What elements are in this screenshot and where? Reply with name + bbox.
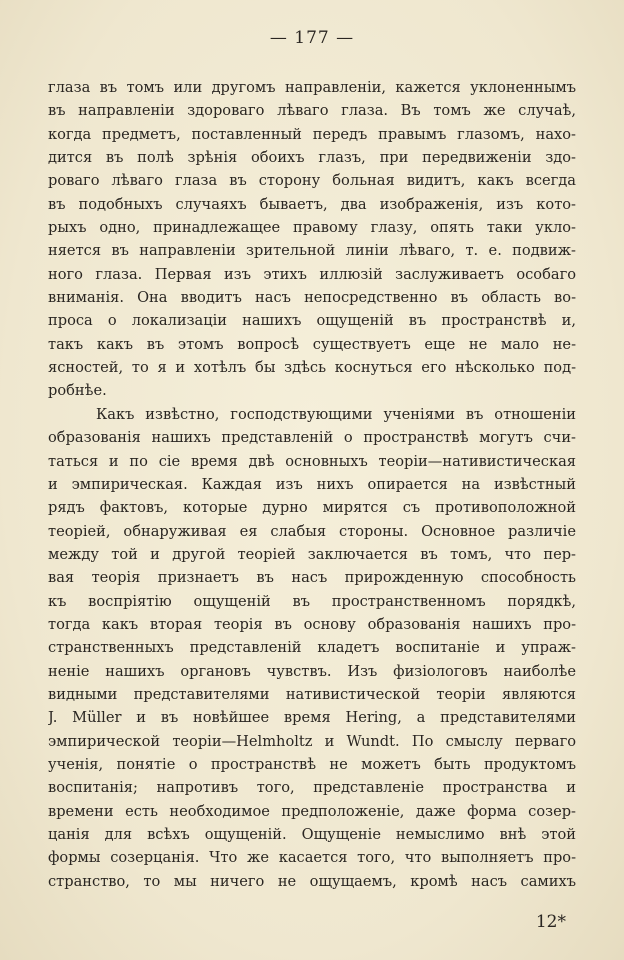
text-line: вниманія. Она вводитъ насъ непосредственно въ область во- [48, 289, 576, 307]
text-line: тогда какъ вторая теорія въ основу образованія нашихъ про- [48, 615, 576, 633]
text-line: странственныхъ представленій кладетъ воспитаніе и упраж- [48, 639, 576, 657]
text-line: дится въ полѣ зрѣнія обоихъ глазъ, при передвиженіи здо- [48, 149, 576, 167]
text-line: теоріей, обнаруживая ея слабыя стороны. Основное различіе [48, 522, 576, 540]
text-line: неніе нашихъ органовъ чувствъ. Изъ физіологовъ наиболѣе [48, 662, 576, 680]
text-line: таться и по сіе время двѣ основныхъ теоріи—нативистическая [48, 452, 576, 470]
signature-mark: 12* [535, 912, 566, 932]
paragraph-first-line: Какъ извѣстно, господствующими ученіями въ отношеніи [96, 405, 576, 423]
text-line: няется въ направленіи зрительной линіи лѣваго, т. е. подвиж- [48, 242, 576, 260]
text-line: ученія, понятіе о пространствѣ не можетъ быть продуктомъ [48, 755, 576, 773]
text-line: ного глаза. Первая изъ этихъ иллюзій заслуживаетъ особаго [48, 265, 576, 283]
text-line: формы созерцанія. Что же касается того, что выполняетъ про- [48, 849, 576, 867]
text-line: J. Müller и въ новѣйшее время Hering, а представителями [48, 709, 576, 727]
text-line: видными представителями нативистической теоріи являются [48, 685, 576, 703]
text-line: вая теорія признаетъ въ насъ прирожденную способность [48, 569, 576, 587]
text-line: странство, то мы ничего не ощущаемъ, кромѣ насъ самихъ [48, 872, 576, 890]
text-line: глаза въ томъ или другомъ направленіи, кажется уклоненнымъ [48, 79, 576, 96]
text-line: робнѣе. [48, 382, 107, 400]
text-line: къ воспріятію ощущеній въ пространственномъ порядкѣ, [48, 592, 576, 610]
text-line: въ подобныхъ случаяхъ бываетъ, два изображенія, изъ кото- [48, 195, 576, 213]
body-text [48, 76, 576, 893]
text-line: ясностей, то я и хотѣлъ бы здѣсь коснуться его нѣсколько под- [48, 359, 576, 377]
text-line: и эмпирическая. Каждая изъ нихъ опирается на извѣстный [48, 475, 576, 493]
text-line: воспитанія; напротивъ того, представленіе пространства и [48, 779, 576, 797]
text-line: эмпирической теоріи—Helmholtz и Wundt. По смыслу перваго [48, 732, 576, 750]
text-line: цанія для всѣхъ ощущеній. Ощущеніе немыслимо внѣ этой [48, 826, 576, 843]
text-line: рыхъ одно, принадлежащее правому глазу, опять таки укло- [48, 219, 576, 237]
text-line: такъ какъ въ этомъ вопросѣ существуетъ еще не мало не- [48, 335, 576, 353]
text-line: въ направленіи здороваго лѣваго глаза. Въ томъ же случаѣ, [48, 102, 576, 120]
text-line: образованія нашихъ представленій о пространствѣ могутъ счи- [48, 429, 576, 447]
page-number-header: — 177 — [269, 28, 355, 48]
text-line: между той и другой теоріей заключается въ томъ, что пер- [48, 545, 576, 563]
text-line: когда предметъ, поставленный передъ правымъ глазомъ, нахо- [48, 125, 576, 143]
text-line: роваго лѣваго глаза въ сторону больная видитъ, какъ всегда [48, 172, 576, 190]
text-line: проса о локализаціи нашихъ ощущеній въ пространствѣ и, [48, 312, 576, 330]
text-line: рядъ фактовъ, которые дурно мирятся съ противоположной [48, 499, 576, 517]
text-line: времени есть необходимое предположеніе, даже форма созер- [48, 802, 576, 820]
